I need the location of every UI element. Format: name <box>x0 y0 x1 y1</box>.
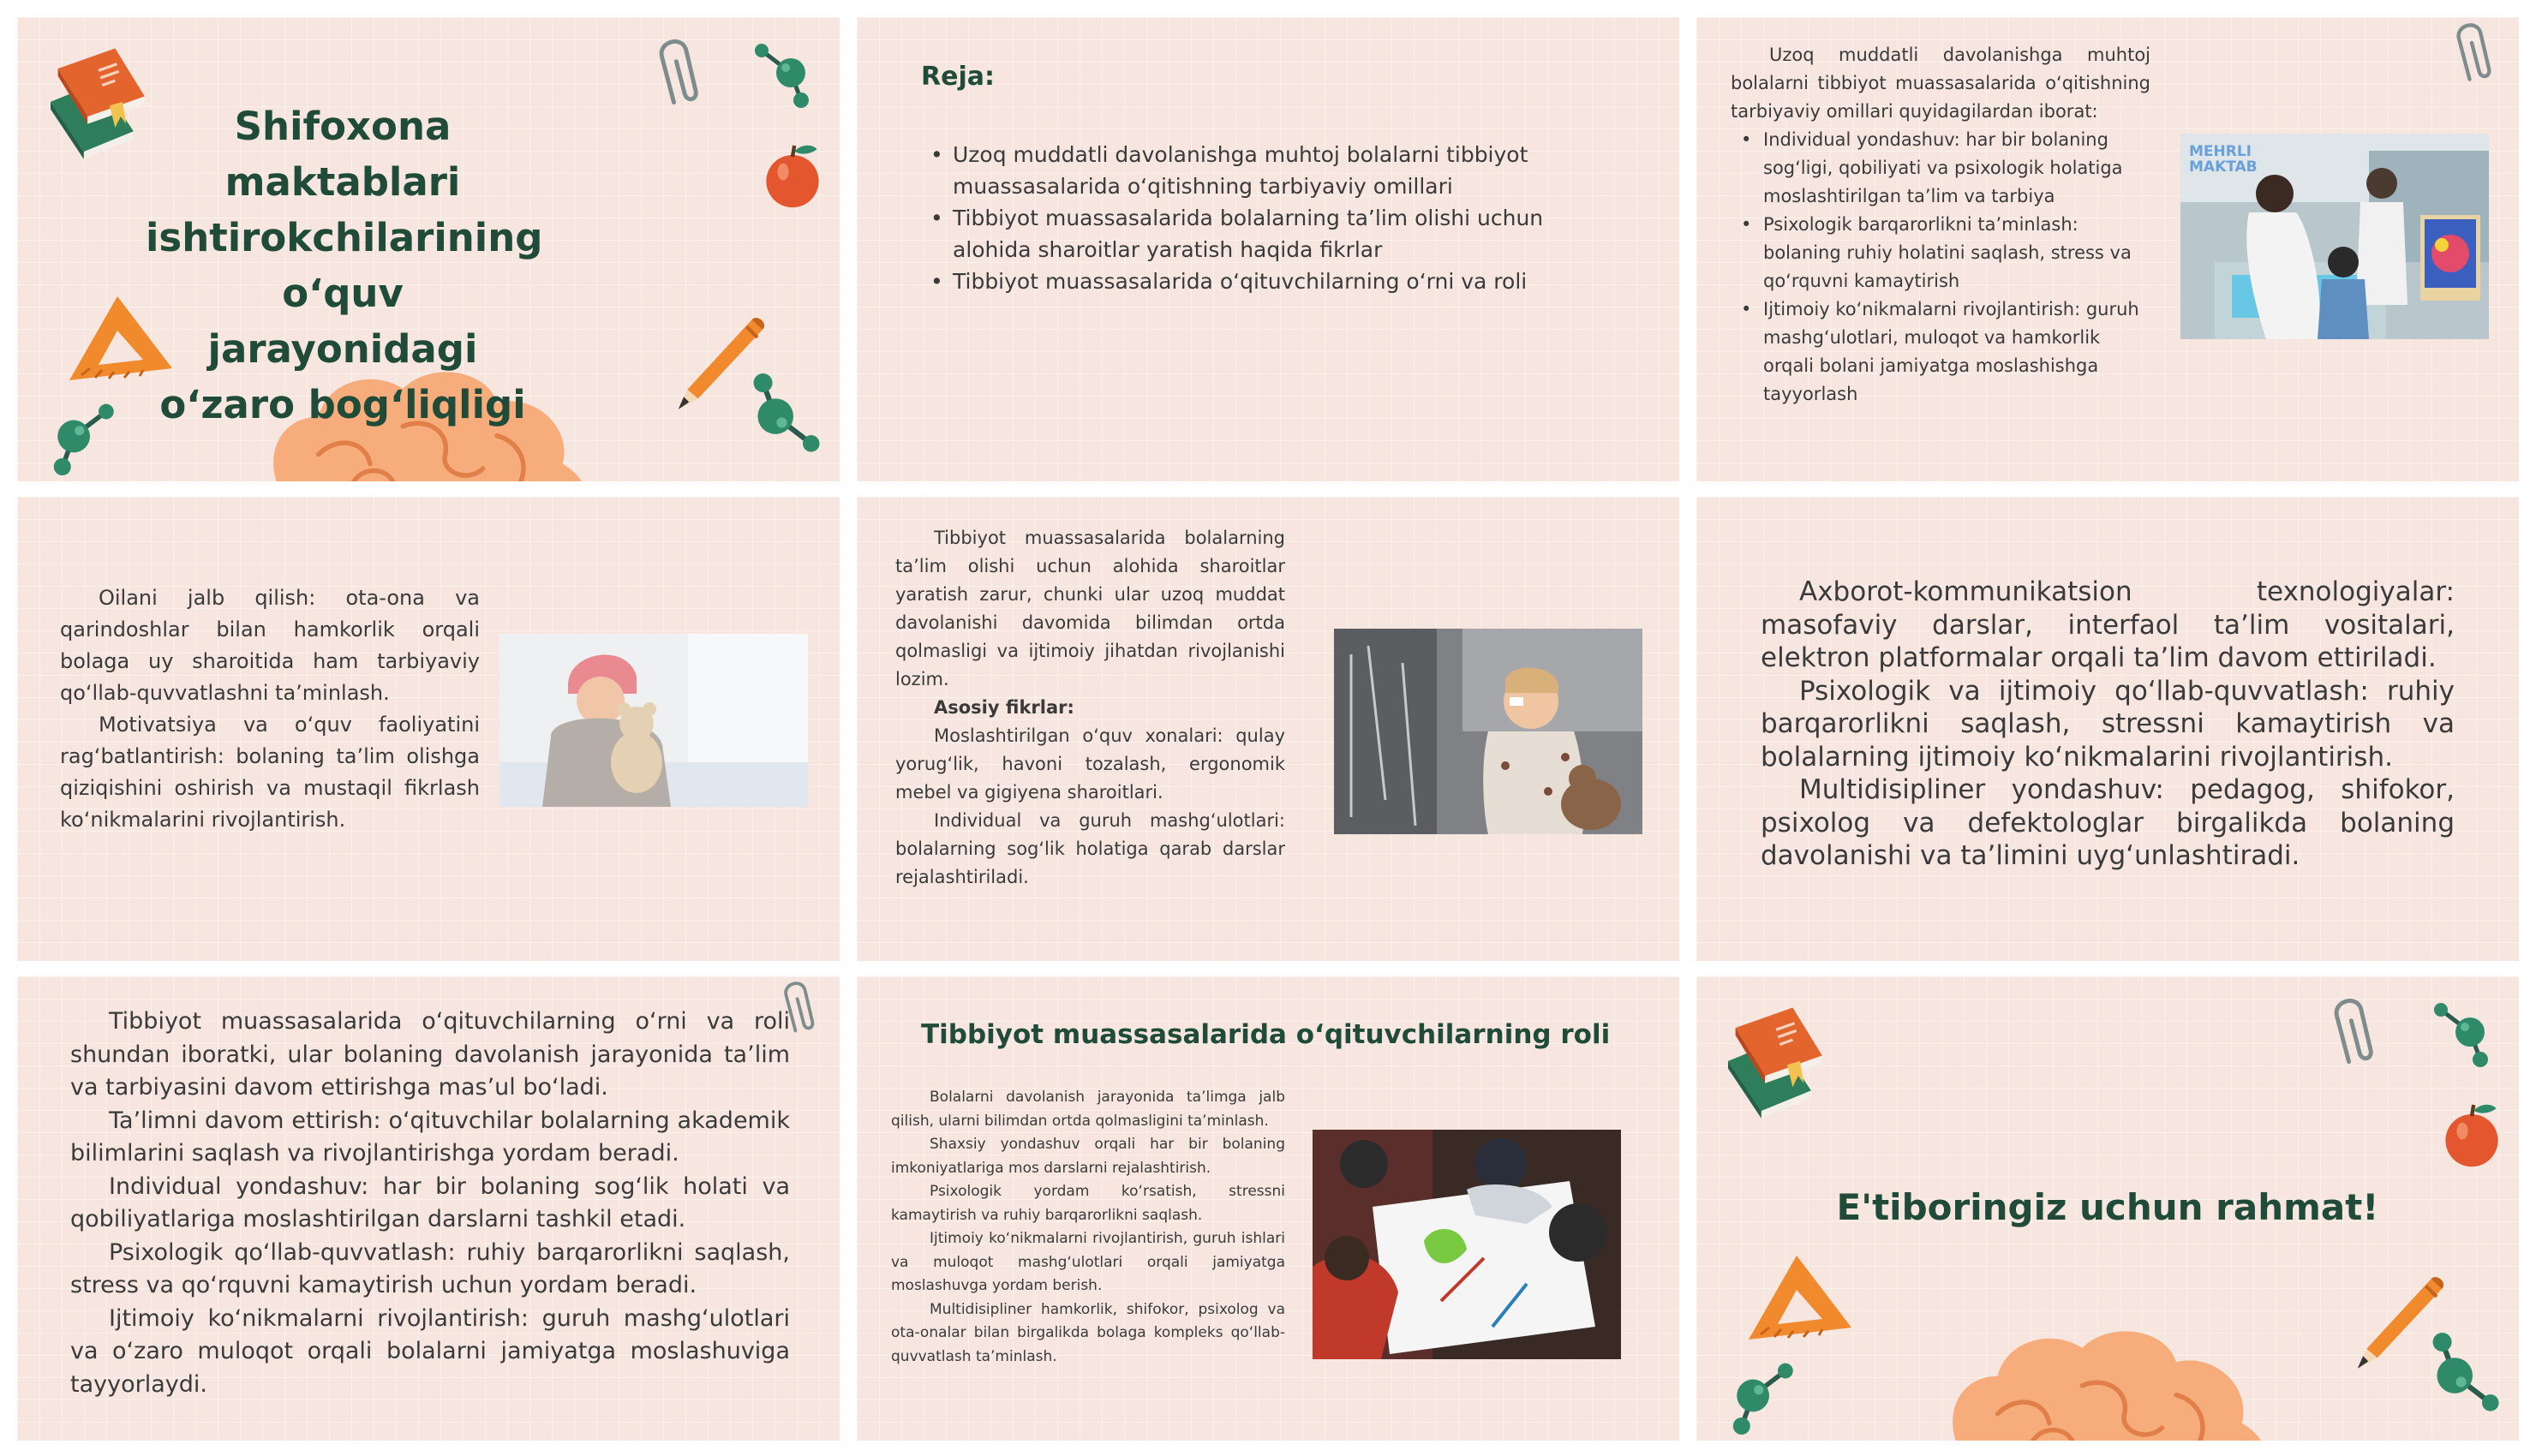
photo-logo: MEHRLI MAKTAB <box>2189 143 2258 176</box>
presentation-title: Shifoxona maktablari ishtirokchilarining o‘quv jarayonidagi o‘zaro bog‘liqligi <box>146 104 543 427</box>
factors-item: • Psixologik barqarorlikni ta’minlash: bolaning ruhiy holatini saqlash, stress va qo‘rquvni kamaytirish <box>1763 211 2150 295</box>
classroom-photo <box>2180 134 2489 339</box>
plan-item: • Tibbiyot muassasalarida bolalarning ta’lim olishi uchun alohida sharoitlar yaratish haqida fikrlar <box>953 202 1621 266</box>
slide-title[interactable] <box>17 17 840 481</box>
role-paragraph: Individual yondashuv: har bir bolaning sog‘lik holati va qobiliyatlariga moslashtirilgan darslarni tashkil etadi. <box>70 1173 790 1232</box>
summary-paragraph: Multidisipliner hamkorlik, shifokor, psixolog va ota-onalar bilan birgalikda bolaga kompleks qo‘llab-quvvatlash ta’minlash. <box>891 1300 1285 1365</box>
role-paragraph: Psixologik qo‘llab-quvvatlash: ruhiy barqarorlikni saqlash, stress va qo‘rquvni kamaytirish uchun yordam beradi. <box>70 1238 790 1298</box>
summary-paragraph: Shaxsiy yondashuv orqali har bir bolaning imkoniyatlariga mos darslarni rejalashtirish. <box>891 1136 1285 1177</box>
apple-icon <box>763 141 822 210</box>
factors-intro: Uzoq muddatli davolanishga muhtoj bolalarni tibbiyot muassasalarida o‘qitishning tarbiyaviy omillari quyidagilardan iborat: <box>1731 45 2150 122</box>
main-ideas-subheading: Asosiy fikrlar: <box>934 697 1074 718</box>
slide-teacher-role-summary[interactable] <box>857 976 1679 1441</box>
brain-icon <box>1941 1310 2266 1441</box>
slide-thanks[interactable] <box>1696 976 2519 1441</box>
support-paragraph: Psixologik va ijtimoiy qo‘llab-quvvatlash: ruhiy barqarorlikni saqlash, stressni kamaytirish va bolalarning ijtimoiy ko‘nikmalarini rivojlantirish. <box>1761 675 2455 773</box>
factors-item: • Individual yondashuv: har bir bolaning sog‘ligi, qobiliyati va psixologik holatiga moslashtirilgan ta’lim va tarbiya <box>1763 126 2150 211</box>
slide-plan[interactable] <box>857 17 1679 481</box>
plan-heading: Reja: <box>921 62 995 92</box>
role-paragraph: Tibbiyot muassasalarida o‘qituvchilarning o‘rni va roli shundan iboratki, ular bolaning davolanish jarayonida ta’lim va tarbiyasini davom ettirishga mas’ul bo‘ladi. <box>70 1008 790 1101</box>
children-drawing-photo <box>1313 1130 1621 1359</box>
molecule-icon <box>1714 1358 1808 1441</box>
thanks-title: E'tiboringiz uchun rahmat! <box>1836 1186 2379 1228</box>
triangle-ruler-icon <box>1744 1250 1855 1345</box>
plan-list <box>927 139 1621 297</box>
molecule-icon <box>737 364 831 458</box>
summary-paragraph: Psixologik yordam ko‘rsatish, stressni kamaytirish va ruhiy barqarorlikni saqlash. <box>891 1183 1285 1224</box>
role-paragraph: Ta’limni davom ettirish: o‘qituvchilar bolalarning akademik bilimlarini saqlash va rivojlantirishga yordam beradi. <box>70 1107 790 1167</box>
paperclip-icon <box>655 33 707 110</box>
plan-item: • Tibbiyot muassasalarida o‘qituvchilarning o‘rni va roli <box>953 266 1621 297</box>
factors-text <box>1731 41 2150 409</box>
molecule-icon <box>2429 998 2497 1075</box>
family-text <box>60 582 480 836</box>
teacher-role-heading: Tibbiyot muassasalarida o‘qituvchilarning roli <box>921 1019 1611 1050</box>
books-icon <box>43 43 154 163</box>
slide-special-conditions[interactable] <box>857 497 1679 961</box>
ict-paragraph: Axborot-kommunikatsion texnologiyalar: masofaviy darslar, interfaol ta’lim vositalari, elektron platformalar orqali ta’lim davom ettiriladi. <box>1761 576 2455 673</box>
paperclip-icon <box>2450 17 2502 86</box>
role-paragraph: Ijtimoiy ko‘nikmalarni rivojlantirish: guruh mashg‘ulotlari va o‘zaro muloqot orqali bolalarni jamiyatga moslashuviga tayyorlaydi. <box>70 1304 790 1398</box>
conditions-paragraph: Tibbiyot muassasalarida bolalarning ta’lim olishi uchun alohida sharoitlar yaratish zarur, chunki ular uzoq muddat davolanishi davomida bilimdan ortda qolmasligi va ijtimoiy jihatdan rivojlanishi lozim. <box>895 528 1285 689</box>
plan-item: • Uzoq muddatli davolanishga muhtoj bolalarni tibbiyot muassasalarida o‘qitishning tarbiyaviy omillari <box>953 139 1621 202</box>
teacher-role-text <box>70 1005 790 1401</box>
technologies-text <box>1761 576 2455 873</box>
multidisciplinary-paragraph: Multidisipliner yondashuv: pedagog, shifokor, psixolog va defektologlar birgalikda bolaning davolanishi va ta’limini uyg‘unlashtiradi. <box>1761 774 2455 871</box>
factors-list <box>1731 126 2150 409</box>
molecule-icon <box>750 39 818 116</box>
slide-family-motivation[interactable] <box>17 497 840 961</box>
slide-educational-factors[interactable] <box>1696 17 2519 481</box>
summary-paragraph: Bolalarni davolanish jarayonida ta’limga jalb qilish, ularni bilimdan ortda qolmasligini ta’minlash. <box>891 1089 1285 1130</box>
books-icon <box>1720 1002 1832 1122</box>
molecule-icon <box>2416 1323 2510 1417</box>
factors-item: • Ijtimoiy ko‘nikmalarni rivojlantirish: guruh mashg‘ulotlari, muloqot va hamkorlik orqali bolani jamiyatga moslashishga tayyorlash <box>1763 295 2150 409</box>
slide-technologies[interactable] <box>1696 497 2519 961</box>
conditions-point: Individual va guruh mashg‘ulotlari: bolalarning sog‘lik holatiga qarab darslar rejalashtiriladi. <box>895 810 1285 887</box>
summary-paragraph: Ijtimoiy ko‘nikmalarni rivojlantirish, guruh ishlari va muloqot mashg‘ulotlari orqali jamiyatga moslashuvga yordam berish. <box>891 1230 1285 1294</box>
paperclip-icon <box>2330 992 2382 1069</box>
conditions-point: Moslashtirilgan o‘quv xonalari: qulay yorug‘lik, havoni tozalash, ergonomik mebel va gigiyena sharoitlari. <box>895 725 1285 803</box>
teacher-role-summary-text <box>891 1086 1285 1369</box>
child-with-teddy-photo <box>499 634 808 807</box>
conditions-text <box>895 524 1285 892</box>
molecule-icon <box>34 398 129 481</box>
hospital-child-photo <box>1334 629 1642 834</box>
family-paragraph: Oilani jalb qilish: ota-ona va qarindoshlar bilan hamkorlik orqali bolaga uy sharoitida ham tarbiyaviy qo‘llab-quvvatlashni ta’minlash. <box>60 586 480 705</box>
apple-icon <box>2442 1101 2502 1169</box>
slide-teacher-role[interactable] <box>17 976 840 1441</box>
motivation-paragraph: Motivatsiya va o‘quv faoliyatini rag‘batlantirish: bolaning ta’lim olishga qiziqishini oshirish va mustaqil fikrlash ko‘nikmalarini rivojlantirish. <box>60 713 480 832</box>
